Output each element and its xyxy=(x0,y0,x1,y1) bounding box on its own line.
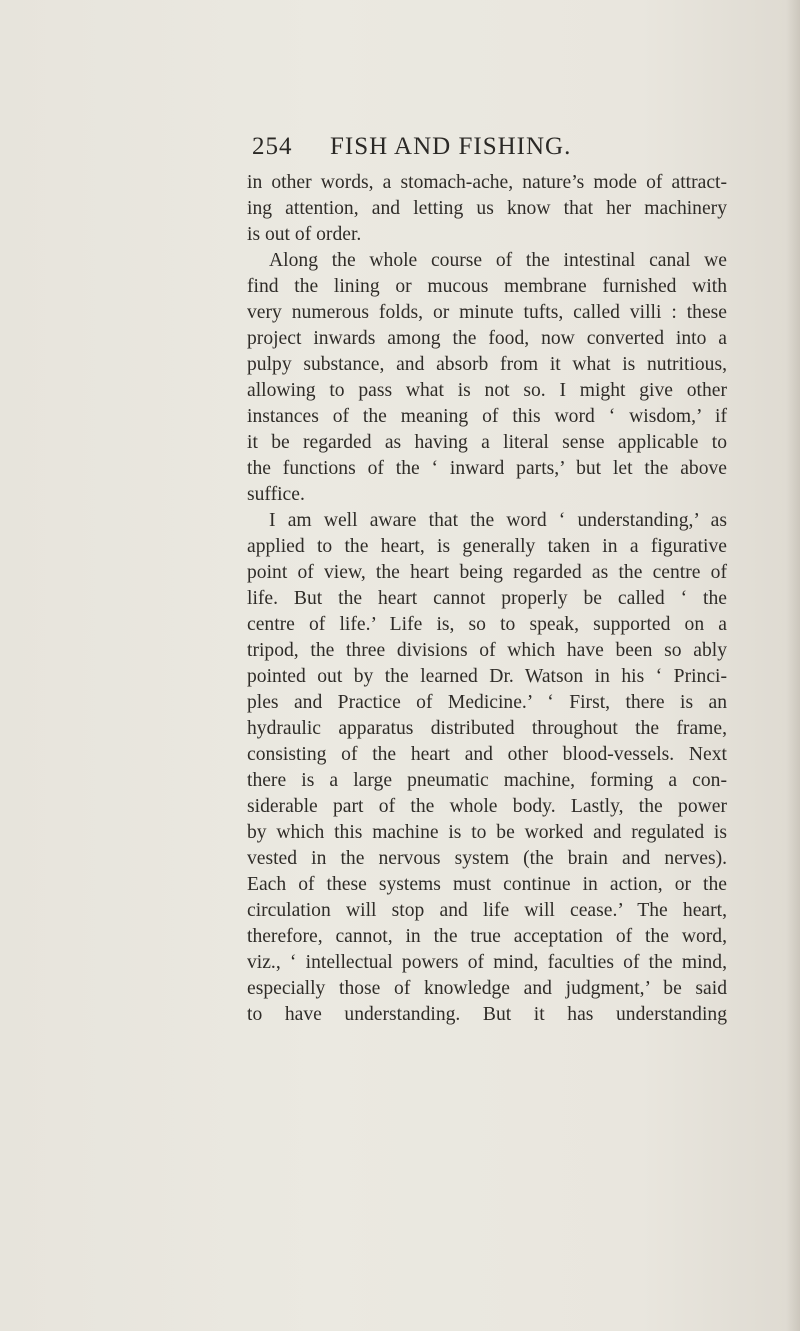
text-line: instances of the meaning of this word ‘ wisdom,’ if xyxy=(247,406,727,427)
text-line: pulpy substance, and absorb from it what is nutritious, xyxy=(247,354,727,375)
text-line: viz., ‘ intellectual powers of mind, faculties of the mind, xyxy=(247,952,727,973)
text-line: ing attention, and letting us know that her machinery xyxy=(247,198,727,219)
text-line: centre of life.’ Life is, so to speak, supported on a xyxy=(247,614,727,635)
text-line: applied to the heart, is generally taken in a figurative xyxy=(247,536,727,557)
text-line: it be regarded as having a literal sense applicable to xyxy=(247,432,727,453)
text-line: especially those of knowledge and judgment,’ be said xyxy=(247,978,727,999)
text-line: to have understanding. But it has understanding xyxy=(247,1004,727,1025)
running-head: FISH AND FISHING. xyxy=(330,133,572,160)
text-line: tripod, the three divisions of which have been so ably xyxy=(247,640,727,661)
text-line: there is a large pneumatic machine, forming a con- xyxy=(247,770,727,791)
text-line: Each of these systems must continue in action, or the xyxy=(247,874,727,895)
text-line: pointed out by the learned Dr. Watson in his ‘ Princi- xyxy=(247,666,727,687)
text-line: siderable part of the whole body. Lastly, the power xyxy=(247,796,727,817)
text-line: I am well aware that the word ‘ understanding,’ as xyxy=(269,510,727,531)
page-number: 254 xyxy=(252,133,293,160)
text-line: in other words, a stomach-ache, nature’s mode of attract- xyxy=(247,172,727,193)
body-text xyxy=(247,170,727,1028)
text-line: ples and Practice of Medicine.’ ‘ First, there is an xyxy=(247,692,727,713)
text-line: consisting of the heart and other blood-vessels. Next xyxy=(247,744,727,765)
text-line: point of view, the heart being regarded as the centre of xyxy=(247,562,727,583)
text-line: suffice. xyxy=(247,484,305,505)
page-header xyxy=(252,133,632,163)
text-line: by which this machine is to be worked and regulated is xyxy=(247,822,727,843)
text-line: project inwards among the food, now converted into a xyxy=(247,328,727,349)
text-line: is out of order. xyxy=(247,224,362,245)
text-line: find the lining or mucous membrane furnished with xyxy=(247,276,727,297)
text-line: life. But the heart cannot properly be called ‘ the xyxy=(247,588,727,609)
text-line: hydraulic apparatus distributed throughout the frame, xyxy=(247,718,727,739)
text-line: circulation will stop and life will cease.’ The heart, xyxy=(247,900,727,921)
text-line: therefore, cannot, in the true acceptation of the word, xyxy=(247,926,727,947)
text-line: the functions of the ‘ inward parts,’ but let the above xyxy=(247,458,727,479)
text-line: Along the whole course of the intestinal canal we xyxy=(269,250,727,271)
text-line: very numerous folds, or minute tufts, called villi : these xyxy=(247,302,727,323)
text-line: vested in the nervous system (the brain and nerves). xyxy=(247,848,727,869)
text-line: allowing to pass what is not so. I might give other xyxy=(247,380,727,401)
